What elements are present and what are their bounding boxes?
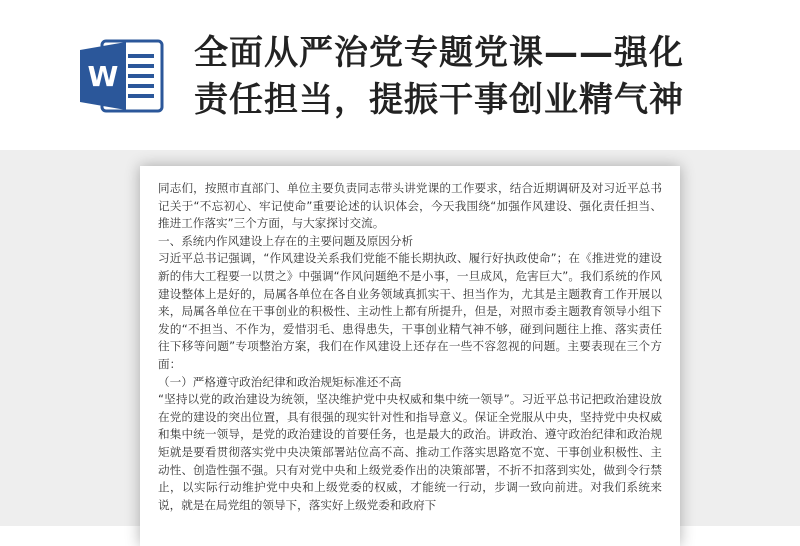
subsection-heading: （一）严格遵守政治纪律和政治规矩标准还不高 — [158, 374, 402, 389]
title-line: 全面从严治党专题党课——强化 — [194, 33, 684, 73]
page-title — [194, 30, 784, 124]
document-page — [140, 166, 680, 546]
word-icon-line — [128, 74, 154, 78]
word-icon-line — [128, 54, 154, 58]
word-icon-line — [128, 64, 154, 68]
body-paragraph: 习近平总书记强调，“作风建设关系我们党能不能长期执政、履行好执政使命”；在《推进党的建设新的伟大工程要一以贯之》中强调“作风问题绝不是小事，一旦成风，危害巨大”。我们系统的作风建设整体上是好的，局属各单位在各自业务领域真抓实干、担当作为，尤其是主题教育工作开展以来，局属各单位在干事创业的积极性、主动性上都有所提升，但是，对照市委主题教育领导小组下发的“不担当、不作为，爱惜羽毛、患得患失，干事创业精气神不够，碰到问题往上推、落实责任往下移等问题”专项整治方案，我们在作风建设上还存在一些不容忽视的问题。主要表现在三个方面： — [158, 251, 662, 371]
word-icon — [76, 36, 166, 116]
word-icon-line — [128, 84, 154, 88]
document-body — [158, 180, 662, 514]
body-paragraph: “坚持以党的政治建设为统领，坚决维护党中央权威和集中统一领导”。习近平总书记把政治建设放在党的建设的突出位置，具有很强的现实针对性和指导意义。保证全党服从中央，坚持党中央权威和集中统一领导，是党的政治建设的首要任务，也是最大的政治。讲政治、遵守政治纪律和政治规矩就是要看贯彻落实党中央决策部署站位高不高、推动工作落实思路宽不宽、干事创业积极性、主动性、创造性强不强。只有对党中央和上级党委作出的决策部署，不折不扣落到实处，做到令行禁止，以实际行动维护党中央和上级党委的权威，才能统一行动，步调一致向前进。对我们系统来说，就是在局党组的领导下，落实好上级党委和政府下 — [158, 392, 662, 512]
body-paragraph: 同志们，按照市直部门、单位主要负责同志带头讲党课的工作要求，结合近期调研及对习近平总书记关于“不忘初心、牢记使命”重要论述的认识体会，今天我围绕“加强作风建设、强化责任担当、推进工作落实”三个方面，与大家探讨交流。 — [158, 181, 662, 231]
title-line: 责任担当，提振干事创业精气神 — [194, 80, 684, 120]
section-heading: 一、系统内作风建设上存在的主要问题及原因分析 — [158, 233, 414, 248]
word-icon-line — [128, 94, 154, 98]
word-icon-letter: W — [87, 60, 119, 93]
